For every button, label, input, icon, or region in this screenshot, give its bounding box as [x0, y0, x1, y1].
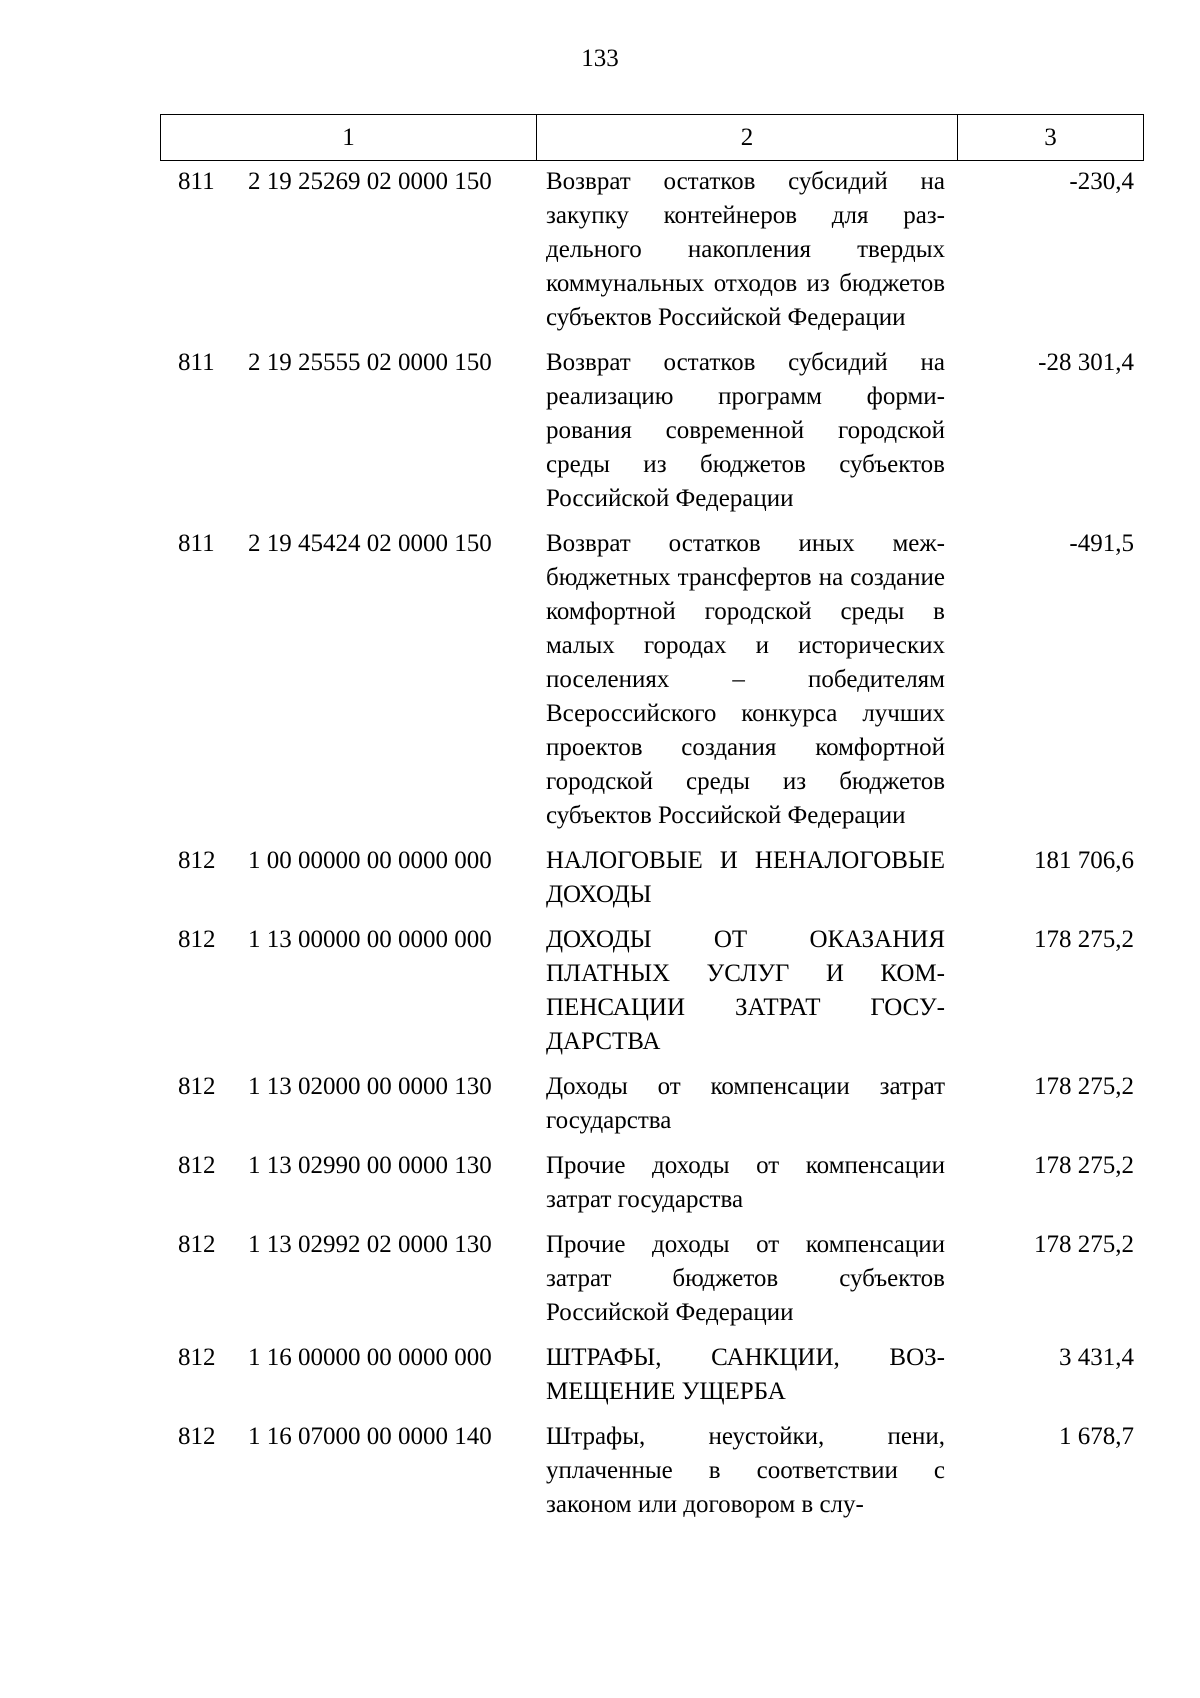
table-header-col-3: 3	[1044, 123, 1057, 151]
budget-code: 2 19 45424 02 0000 150	[248, 530, 492, 557]
admin-code: 811	[178, 349, 215, 376]
item-name: Возврат остатков субсидий на реализацию программ формирования современной городской среды из бюджетов субъектов Российской Федерации	[546, 349, 945, 512]
budget-code: 1 13 02000 00 0000 130	[248, 1073, 492, 1100]
budget-code: 1 00 00000 00 0000 000	[248, 847, 492, 874]
table-header-col-2: 2	[537, 115, 958, 160]
budget-code: 2 19 25269 02 0000 150	[248, 168, 492, 195]
admin-code: 812	[178, 1231, 216, 1258]
admin-code: 812	[178, 926, 216, 953]
table-header-col-1: 1	[161, 115, 537, 160]
budget-code: 1 16 00000 00 0000 000	[248, 1344, 492, 1371]
item-name: Возврат остатков иных межбюджетных трансфертов на создание комфортной городской среды в малых городах и исторических поселениях – победителям Всероссийского конкурса лучших проектов создания комфортной городской среды из бюджетов субъектов Российской Федерации	[546, 530, 945, 829]
amount: 178 275,2	[1034, 1152, 1134, 1179]
item-name: Доходы от компенсации затрат государства	[546, 1073, 945, 1134]
item-name: Возврат остатков субсидий на закупку контейнеров для раздельного накопления твердых коммунальных отходов из бюджетов субъектов Российской Федерации	[546, 168, 945, 331]
admin-code: 811	[178, 168, 215, 195]
amount: 178 275,2	[1034, 1073, 1134, 1100]
table-row	[0, 1228, 1200, 1330]
table-body	[0, 165, 1200, 1533]
page-number: 133	[581, 45, 619, 72]
table-row	[0, 1341, 1200, 1409]
admin-code: 812	[178, 847, 216, 874]
table-header	[160, 114, 1144, 161]
item-name: Прочие доходы от компенсации затрат государства	[546, 1152, 945, 1213]
item-name: ДОХОДЫ ОТ ОКАЗАНИЯ ПЛАТНЫХ УСЛУГ И КОМПЕНСАЦИИ ЗАТРАТ ГОСУДАРСТВА	[546, 926, 945, 1055]
admin-code: 812	[178, 1152, 216, 1179]
table-row	[0, 1070, 1200, 1138]
admin-code: 811	[178, 530, 215, 557]
table-row	[0, 1149, 1200, 1217]
table-row	[0, 165, 1200, 335]
amount: 178 275,2	[1034, 1231, 1134, 1258]
item-name: Прочие доходы от компенсации затрат бюджетов субъектов Российской Федерации	[546, 1231, 945, 1326]
amount: -230,4	[1069, 168, 1134, 195]
table-row	[0, 527, 1200, 833]
table-row	[0, 923, 1200, 1059]
amount: -28 301,4	[1038, 349, 1134, 376]
amount: 1 678,7	[1059, 1423, 1134, 1450]
table-row	[0, 346, 1200, 516]
item-name: Штрафы, неустойки, пени, уплаченные в соответствии с законом или договором в слу-	[546, 1423, 945, 1518]
admin-code: 812	[178, 1344, 216, 1371]
budget-code: 1 16 07000 00 0000 140	[248, 1423, 492, 1450]
table-row	[0, 1420, 1200, 1522]
table-row	[0, 844, 1200, 912]
budget-code: 1 13 02992 02 0000 130	[248, 1231, 492, 1258]
amount: -491,5	[1069, 530, 1134, 557]
admin-code: 812	[178, 1423, 216, 1450]
admin-code: 812	[178, 1073, 216, 1100]
budget-code: 2 19 25555 02 0000 150	[248, 349, 492, 376]
amount: 181 706,6	[1034, 847, 1134, 874]
budget-code: 1 13 02990 00 0000 130	[248, 1152, 492, 1179]
item-name: НАЛОГОВЫЕ И НЕНАЛОГОВЫЕ ДОХОДЫ	[546, 847, 945, 908]
item-name: ШТРАФЫ, САНКЦИИ, ВОЗМЕЩЕНИЕ УЩЕРБА	[546, 1344, 945, 1405]
amount: 3 431,4	[1059, 1344, 1134, 1371]
budget-code: 1 13 00000 00 0000 000	[248, 926, 492, 953]
amount: 178 275,2	[1034, 926, 1134, 953]
